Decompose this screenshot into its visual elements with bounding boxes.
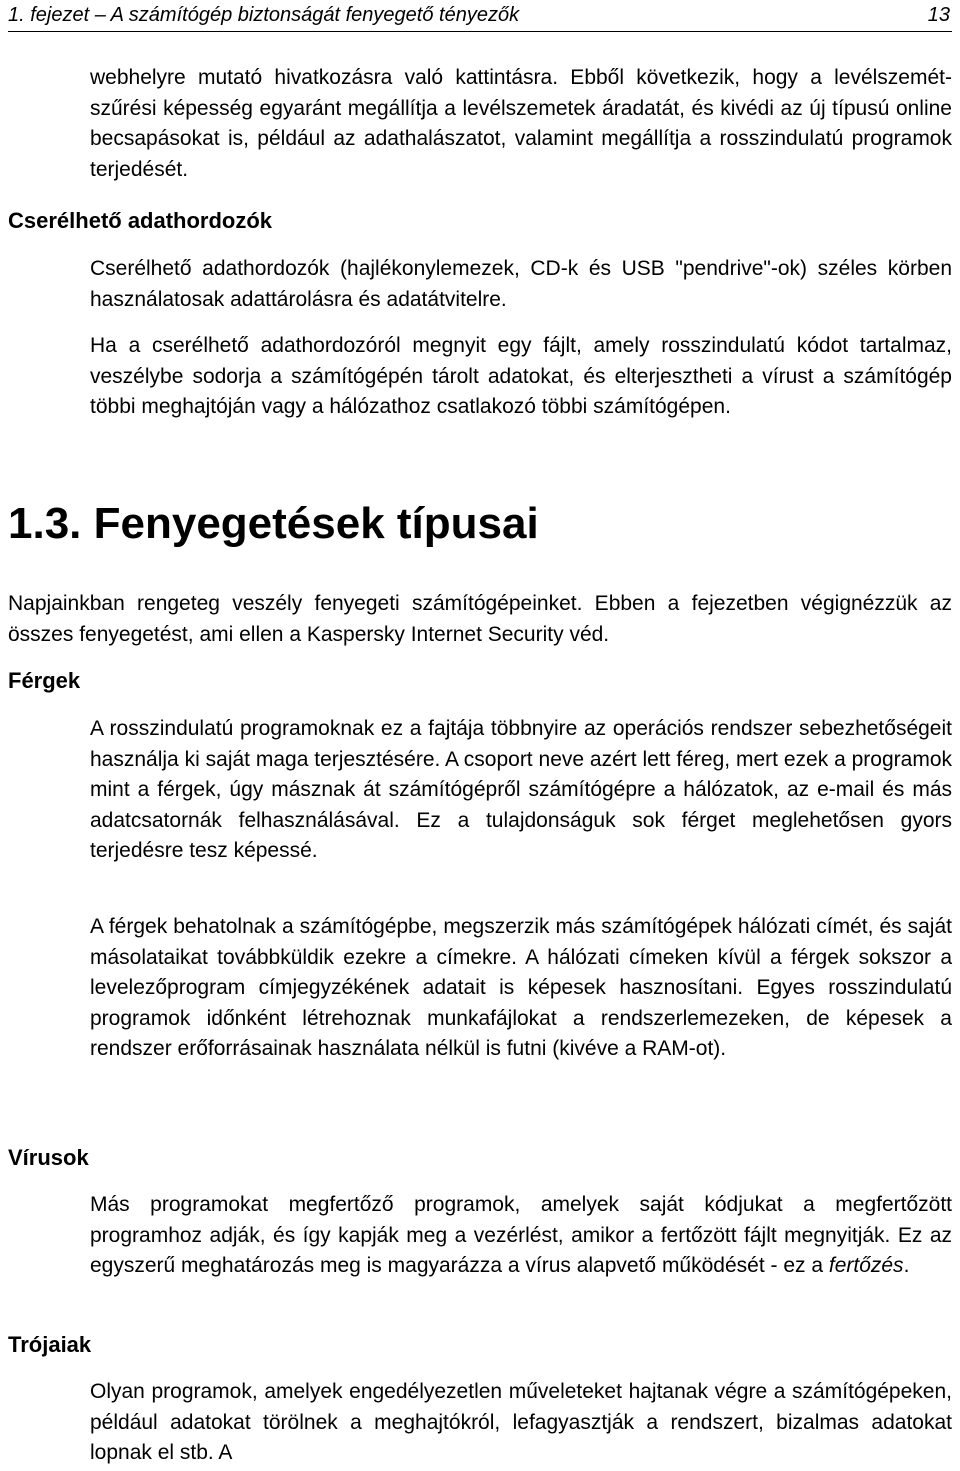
intro-paragraph: webhelyre mutató hivatkozásra való kattintásra. Ebből következik, hogy a levélszemét-szűrési képesség egyaránt megállítja a levélszemetek áradatát, és kivédi az új típusú online becsapásokat is, például az adathalászatot, valamint megállítja a rosszindulatú programok terjedését. (90, 66, 952, 181)
viruses-text: Más programokat megfertőző programok, amelyek saját kódjukat a megfertőzött programhoz adják, és így kapják meg a vezérlést, amikor a fertőzött fájlt megnyitják. Ez az egyszerű meghatározás meg is magyarázza a vírus alapvető működését - ez a (90, 1193, 952, 1277)
heading-viruses: Vírusok (8, 1145, 89, 1170)
viruses-emphasis: fertőzés (828, 1254, 904, 1277)
page-number: 13 (927, 4, 950, 26)
page-header (8, 3, 952, 32)
removable-media-paragraph-1: Cserélhető adathordozók (hajlékonylemezek, CD-k és USB "pendrive"-ok) széles körben használatosak adattárolásra és adatátvitelre. (90, 257, 952, 311)
section-title-text: Fenyegetések típusai (93, 499, 539, 548)
section-number: 1.3. (8, 499, 82, 548)
trojans-paragraph-1: Olyan programok, amelyek engedélyezetlen műveleteket hajtanak végre a számítógépeken, például adatokat törölnek a meghajtókról, lefagyasztják a rendszert, bizalmas adatokat lopnak el stb. A (90, 1380, 952, 1464)
removable-media-paragraph-2: Ha a cserélhető adathordozóról megnyit egy fájlt, amely rosszindulatú kódot tartalmaz, veszélybe sodorja a számítógépén tárolt adatokat, és elterjesztheti a vírust a számítógép többi meghajtóján vagy a hálózathoz csatlakozó többi számítógépen. (90, 334, 952, 418)
viruses-paragraph-1 (90, 1190, 952, 1282)
viruses-end: . (903, 1254, 910, 1277)
heading-worms: Férgek (8, 668, 81, 693)
heading-trojans: Trójaiak (8, 1332, 92, 1357)
heading-removable-media: Cserélhető adathordozók (8, 208, 273, 233)
worms-paragraph-2: A férgek behatolnak a számítógépbe, megszerzik más számítógépek hálózati címét, és saját másolataikat továbbküldik ezekre a címekre. A hálózati címeken kívül a férgek sokszor a levelezőprogram címjegyzékének adatait is képesek hasznosítani. Egyes rosszindulatú programok időnként létrehoznak munkafájlokat a rendszerlemezeken, de képesek a rendszer erőforrásainak használata nélkül is futni (kivéve a RAM-ot). (90, 915, 952, 1060)
worms-paragraph-1: A rosszindulatú programoknak ez a fajtája többnyire az operációs rendszer sebezhetőségeit használja ki saját maga terjesztésére. A csoport neve azért lett féreg, mert ezek a programok mint a férgek, úgy másznak át számítógépről számítógépre a hálózatok, az e-mail és más adatcsatornák felhasználásával. Ez a tulajdonságuk sok férget meglehetősen gyors terjedésre tesz képessé. (90, 717, 952, 862)
section-title (8, 496, 539, 552)
section-intro-paragraph: Napjainkban rengeteg veszély fenyegeti számítógépeinket. Ebben a fejezetben végignézzük az összes fenyegetést, ami ellen a Kaspersky Internet Security véd. (8, 592, 952, 646)
chapter-title: 1. fejezet – A számítógép biztonságát fenyegető tényezők (8, 4, 520, 26)
